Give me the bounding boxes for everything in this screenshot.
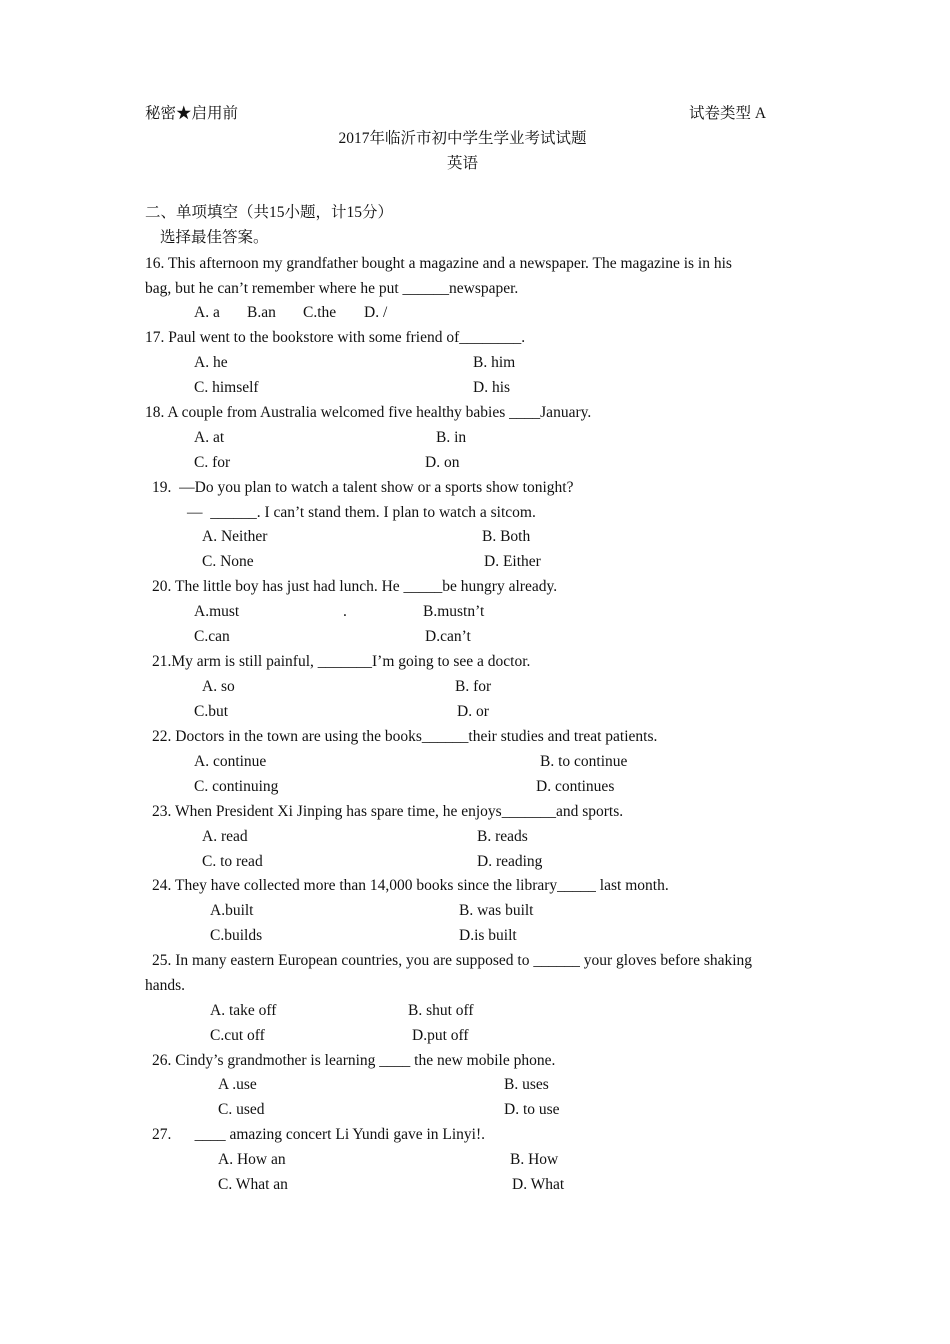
question-16-line-1: 16. This afternoon my grandfather bought a magazine and a newspaper. The magazine is in his [145, 255, 732, 272]
option-c: C.but [194, 703, 229, 720]
option-b: B. How [510, 1151, 559, 1168]
question-24-stem: 24. They have collected more than 14,000 books since the library_____ last month. [152, 877, 669, 894]
option-c: C.builds [210, 927, 263, 944]
exam-subject: 英语 [446, 155, 478, 172]
option-d: D. to use [504, 1101, 560, 1118]
question-25-line-1: 25. In many eastern European countries, you are supposed to ______ your gloves before shaking [152, 952, 753, 969]
option-a: A. Neither [202, 528, 268, 545]
question-26-stem: 26. Cindy’s grandmother is learning ____ the new mobile phone. [152, 1052, 556, 1069]
option-d: D.put off [412, 1027, 469, 1044]
option-b: B. to continue [540, 753, 628, 770]
question-17-stem: 17. Paul went to the bookstore with some friend of________. [145, 329, 526, 346]
option-a: A. continue [194, 753, 267, 770]
option-c: C.the [303, 304, 337, 321]
option-a: A. he [194, 354, 228, 371]
option-b: B. reads [477, 828, 528, 845]
question-18-stem: 18. A couple from Australia welcomed five healthy babies ____January. [145, 404, 592, 421]
question-22-stem: 22. Doctors in the town are using the books______their studies and treat patients. [152, 728, 658, 745]
question-23-stem: 23. When President Xi Jinping has spare time, he enjoys_______and sports. [152, 803, 624, 820]
option-b: B. uses [504, 1076, 549, 1093]
question-19-line-1: 19. —Do you plan to watch a talent show or a sports show tonight? [152, 479, 574, 496]
option-d: D. his [473, 379, 511, 396]
option-a: A.built [210, 902, 254, 919]
option-c: C. continuing [194, 778, 279, 795]
option-b: B. was built [459, 902, 534, 919]
option-c: C. None [202, 553, 254, 570]
option-a: A.must [194, 603, 240, 620]
option-a: A. take off [210, 1002, 277, 1019]
option-c: C. for [194, 454, 231, 471]
option-b: B. Both [482, 528, 531, 545]
option-d: D. continues [536, 778, 615, 795]
option-c: C. used [218, 1101, 265, 1118]
option-a: A. so [202, 678, 235, 695]
option-d: D. or [457, 703, 489, 720]
option-d: D.is built [459, 927, 517, 944]
option-d: D. / [364, 304, 388, 321]
exam-title: 2017年临沂市初中学生学业考试试题 [338, 130, 587, 147]
option-b: B.mustn’t [423, 603, 485, 620]
section-heading: 二、单项填空（共15小题，计15分） [145, 204, 394, 221]
option-c: C. to read [202, 853, 263, 870]
option-b: B. shut off [408, 1002, 474, 1019]
section-instruction: 选择最佳答案。 [160, 229, 269, 246]
option-a: A. a [194, 304, 220, 321]
option-c: C.cut off [210, 1027, 265, 1044]
option-b: B. in [436, 429, 467, 446]
option-a: A. How an [218, 1151, 286, 1168]
option-d: D. Either [484, 553, 541, 570]
option-d: D.can’t [425, 628, 471, 645]
stray-period: . [343, 603, 347, 620]
option-b: B.an [247, 304, 276, 321]
option-d: D. on [425, 454, 460, 471]
option-c: C.can [194, 628, 230, 645]
question-27-stem: 27. ____ amazing concert Li Yundi gave in Linyi!. [152, 1126, 486, 1143]
question-25-line-2: hands. [145, 977, 186, 994]
question-16-line-2: bag, but he can’t remember where he put ______newspaper. [145, 280, 519, 297]
option-b: B. for [455, 678, 492, 695]
option-a: A .use [218, 1076, 257, 1093]
confidential-label: 秘密★启用前 [145, 105, 239, 122]
option-a: A. read [202, 828, 248, 845]
option-c: C. himself [194, 379, 259, 396]
question-20-stem: 20. The little boy has just had lunch. He _____be hungry already. [152, 578, 558, 595]
option-d: D. What [512, 1176, 565, 1193]
option-d: D. reading [477, 853, 543, 870]
question-19-line-2: — ______. I can’t stand them. I plan to watch a sitcom. [187, 504, 536, 521]
option-a: A. at [194, 429, 225, 446]
option-c: C. What an [218, 1176, 288, 1193]
paper-type-label: 试卷类型 A [689, 105, 767, 122]
option-b: B. him [473, 354, 516, 371]
question-21-stem: 21.My arm is still painful, _______I’m going to see a doctor. [152, 653, 531, 670]
